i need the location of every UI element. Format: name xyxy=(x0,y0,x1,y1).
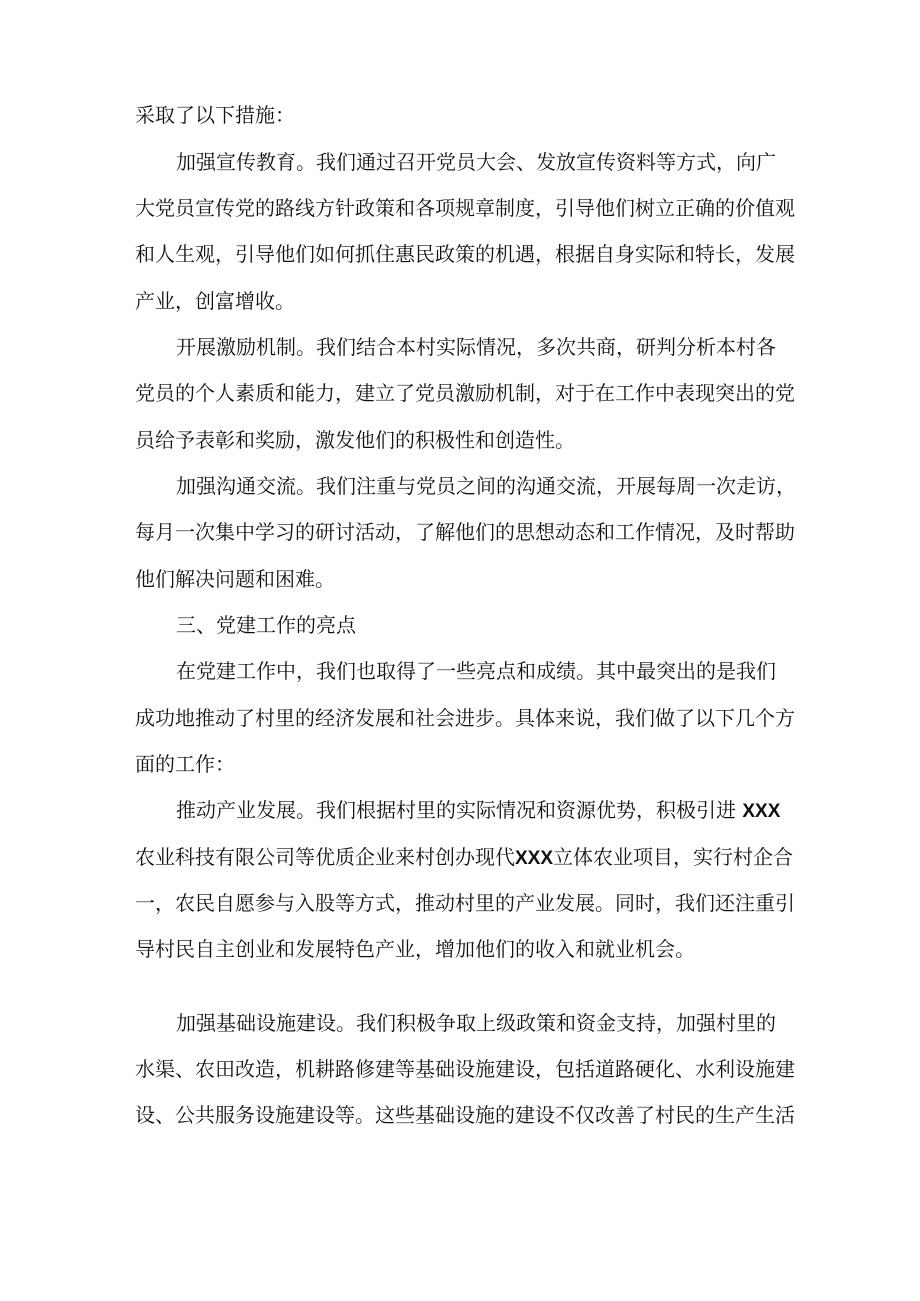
text-line: 每月一次集中学习的研讨活动，了解他们的思想动态和工作情况，及时帮助 xyxy=(135,520,795,544)
line-segment: 推动产业发展。我们根据村里的实际情况和资源优势，积极引进 xyxy=(176,798,736,822)
text-line xyxy=(176,796,920,826)
text-line: 水渠、农田改造，机耕路修建等基础设施建设，包括道路硬化、水利设施建 xyxy=(135,1057,795,1081)
text-line: 导村民自主创业和发展特色产业，增加他们的收入和就业机会。 xyxy=(135,937,695,961)
text-line: 产业，创富增收。 xyxy=(135,289,295,313)
text-line: 和人生观，引导他们如何抓住惠民政策的机遇，根据自身实际和特长，发展 xyxy=(135,242,795,266)
text-line: 一，农民自愿参与入股等方式，推动村里的产业发展。同时，我们还注重引 xyxy=(135,891,795,915)
section-heading: 三、党建工作的亮点 xyxy=(176,613,356,637)
text-line: 在党建工作中，我们也取得了一些亮点和成绩。其中最突出的是我们 xyxy=(176,659,776,683)
text-line: 加强宣传教育。我们通过召开党员大会、发放宣传资料等方式，向广 xyxy=(176,150,776,174)
text-line: 党员的个人素质和能力，建立了党员激励机制，对于在工作中表现突出的党 xyxy=(135,381,795,405)
line-segment: 农业科技有限公司等优质企业来村创办现代 xyxy=(135,845,515,869)
text-line: 面的工作： xyxy=(135,752,235,776)
text-line: 他们解决问题和困难。 xyxy=(135,567,335,591)
placeholder-xxx: XXX xyxy=(515,848,554,869)
text-line: 开展激励机制。我们结合本村实际情况，多次共商，研判分析本村各 xyxy=(176,335,776,359)
text-line: 加强沟通交流。我们注重与党员之间的沟通交流，开展每周一次走访， xyxy=(176,474,796,498)
text-line: 加强基础设施建设。我们积极争取上级政策和资金支持，加强村里的 xyxy=(176,1011,776,1035)
text-line xyxy=(135,843,920,873)
text-line: 员给予表彰和奖励，激发他们的积极性和创造性。 xyxy=(135,428,575,452)
placeholder-xxx: XXX xyxy=(742,801,781,822)
text-line: 大党员宣传党的路线方针政策和各项规章制度，引导他们树立正确的价值观 xyxy=(135,196,795,220)
line-segment: 立体农业项目，实行村企合 xyxy=(553,845,794,869)
text-line: 采取了以下措施： xyxy=(135,103,295,127)
text-line: 设、公共服务设施建设等。这些基础设施的建设不仅改善了村民的生产生活 xyxy=(135,1103,795,1127)
text-line: 成功地推动了村里的经济发展和社会进步。具体来说，我们做了以下几个方 xyxy=(135,706,795,730)
